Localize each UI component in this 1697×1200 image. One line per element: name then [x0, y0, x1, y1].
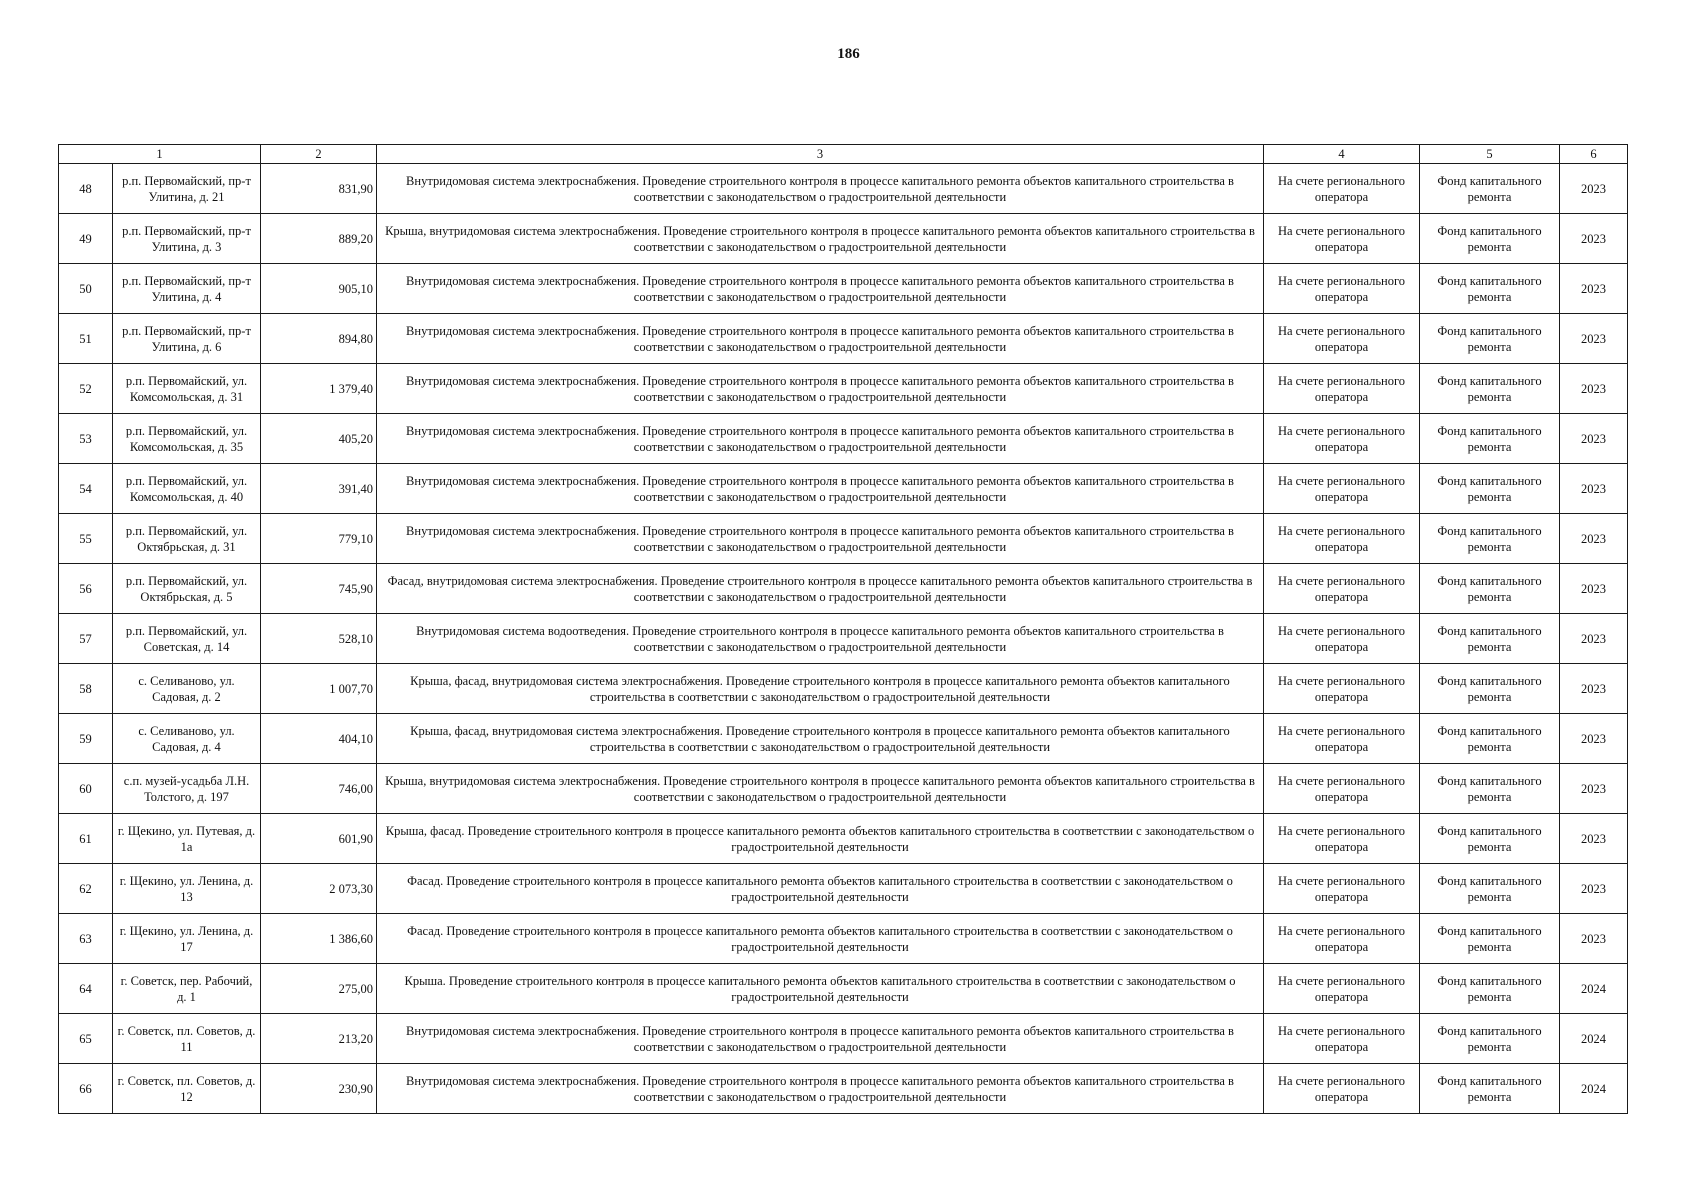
- year-cell: 2023: [1560, 714, 1628, 764]
- funding-source-cell: На счете регионального оператора: [1264, 964, 1420, 1014]
- year-cell: 2024: [1560, 1064, 1628, 1114]
- address-cell: р.п. Первомайский, ул. Комсомольская, д. 40: [113, 464, 261, 514]
- year-cell: 2023: [1560, 164, 1628, 214]
- year-cell: 2023: [1560, 614, 1628, 664]
- fund-cell: Фонд капитального ремонта: [1420, 314, 1560, 364]
- area-cell: 831,90: [261, 164, 377, 214]
- funding-source-cell: На счете регионального оператора: [1264, 914, 1420, 964]
- address-cell: г. Щекино, ул. Ленина, д. 17: [113, 914, 261, 964]
- row-number: 50: [59, 264, 113, 314]
- work-description-cell: Внутридомовая система электроснабжения. Проведение строительного контроля в процессе капитального ремонта объектов капитального строительства в соответствии с законодательством о градостроительной деятельности: [377, 1064, 1264, 1114]
- row-number: 57: [59, 614, 113, 664]
- fund-cell: Фонд капитального ремонта: [1420, 714, 1560, 764]
- area-cell: 275,00: [261, 964, 377, 1014]
- row-number: 51: [59, 314, 113, 364]
- fund-cell: Фонд капитального ремонта: [1420, 1014, 1560, 1064]
- row-number: 65: [59, 1014, 113, 1064]
- address-cell: р.п. Первомайский, ул. Октябрьская, д. 5: [113, 564, 261, 614]
- row-number: 62: [59, 864, 113, 914]
- row-number: 55: [59, 514, 113, 564]
- area-cell: 528,10: [261, 614, 377, 664]
- area-cell: 404,10: [261, 714, 377, 764]
- funding-source-cell: На счете регионального оператора: [1264, 614, 1420, 664]
- year-cell: 2024: [1560, 964, 1628, 1014]
- fund-cell: Фонд капитального ремонта: [1420, 1064, 1560, 1114]
- row-number: 48: [59, 164, 113, 214]
- fund-cell: Фонд капитального ремонта: [1420, 814, 1560, 864]
- table-row: [59, 264, 1628, 314]
- area-cell: 1 379,40: [261, 364, 377, 414]
- funding-source-cell: На счете регионального оператора: [1264, 664, 1420, 714]
- table-header-row: [59, 145, 1628, 164]
- year-cell: 2023: [1560, 264, 1628, 314]
- funding-source-cell: На счете регионального оператора: [1264, 814, 1420, 864]
- fund-cell: Фонд капитального ремонта: [1420, 614, 1560, 664]
- fund-cell: Фонд капитального ремонта: [1420, 464, 1560, 514]
- header-cell: 4: [1264, 145, 1420, 164]
- work-description-cell: Крыша, фасад, внутридомовая система электроснабжения. Проведение строительного контроля в процессе капитального ремонта объектов капитального строительства в соответствии с законодательством о градостроительной деятельности: [377, 664, 1264, 714]
- year-cell: 2024: [1560, 1014, 1628, 1064]
- row-number: 66: [59, 1064, 113, 1114]
- area-cell: 213,20: [261, 1014, 377, 1064]
- table-row: [59, 914, 1628, 964]
- row-number: 52: [59, 364, 113, 414]
- header-cell: 5: [1420, 145, 1560, 164]
- funding-source-cell: На счете регионального оператора: [1264, 1014, 1420, 1064]
- fund-cell: Фонд капитального ремонта: [1420, 964, 1560, 1014]
- year-cell: 2023: [1560, 514, 1628, 564]
- work-description-cell: Внутридомовая система электроснабжения. Проведение строительного контроля в процессе капитального ремонта объектов капитального строительства в соответствии с законодательством о градостроительной деятельности: [377, 464, 1264, 514]
- year-cell: 2023: [1560, 914, 1628, 964]
- area-cell: 405,20: [261, 414, 377, 464]
- address-cell: р.п. Первомайский, пр-т Улитина, д. 3: [113, 214, 261, 264]
- address-cell: с. Селиваново, ул. Садовая, д. 2: [113, 664, 261, 714]
- table-row: [59, 414, 1628, 464]
- header-cell: 6: [1560, 145, 1628, 164]
- work-description-cell: Внутридомовая система электроснабжения. Проведение строительного контроля в процессе капитального ремонта объектов капитального строительства в соответствии с законодательством о градостроительной деятельности: [377, 414, 1264, 464]
- funding-source-cell: На счете регионального оператора: [1264, 764, 1420, 814]
- year-cell: 2023: [1560, 814, 1628, 864]
- table-row: [59, 764, 1628, 814]
- address-cell: с.п. музей-усадьба Л.Н. Толстого, д. 197: [113, 764, 261, 814]
- funding-source-cell: На счете регионального оператора: [1264, 1064, 1420, 1114]
- work-description-cell: Внутридомовая система электроснабжения. Проведение строительного контроля в процессе капитального ремонта объектов капитального строительства в соответствии с законодательством о градостроительной деятельности: [377, 514, 1264, 564]
- funding-source-cell: На счете регионального оператора: [1264, 464, 1420, 514]
- area-cell: 905,10: [261, 264, 377, 314]
- table-row: [59, 814, 1628, 864]
- funding-source-cell: На счете регионального оператора: [1264, 214, 1420, 264]
- page-number: 186: [837, 46, 860, 62]
- table-row: [59, 364, 1628, 414]
- year-cell: 2023: [1560, 864, 1628, 914]
- year-cell: 2023: [1560, 764, 1628, 814]
- address-cell: р.п. Первомайский, ул. Октябрьская, д. 31: [113, 514, 261, 564]
- fund-cell: Фонд капитального ремонта: [1420, 914, 1560, 964]
- row-number: 59: [59, 714, 113, 764]
- header-cell: 2: [261, 145, 377, 164]
- table-row: [59, 514, 1628, 564]
- row-number: 64: [59, 964, 113, 1014]
- work-description-cell: Крыша, фасад. Проведение строительного контроля в процессе капитального ремонта объектов капитального строительства в соответствии с законодательством о градостроительной деятельности: [377, 814, 1264, 864]
- table-row: [59, 164, 1628, 214]
- fund-cell: Фонд капитального ремонта: [1420, 214, 1560, 264]
- fund-cell: Фонд капитального ремонта: [1420, 364, 1560, 414]
- area-cell: 779,10: [261, 514, 377, 564]
- area-cell: 894,80: [261, 314, 377, 364]
- work-description-cell: Внутридомовая система электроснабжения. Проведение строительного контроля в процессе капитального ремонта объектов капитального строительства в соответствии с законодательством о градостроительной деятельности: [377, 264, 1264, 314]
- header-cell: 1: [59, 145, 261, 164]
- table-row: [59, 314, 1628, 364]
- work-description-cell: Внутридомовая система электроснабжения. Проведение строительного контроля в процессе капитального ремонта объектов капитального строительства в соответствии с законодательством о градостроительной деятельности: [377, 164, 1264, 214]
- table-row: [59, 464, 1628, 514]
- fund-cell: Фонд капитального ремонта: [1420, 414, 1560, 464]
- address-cell: г. Советск, пер. Рабочий, д. 1: [113, 964, 261, 1014]
- year-cell: 2023: [1560, 564, 1628, 614]
- funding-source-cell: На счете регионального оператора: [1264, 364, 1420, 414]
- address-cell: р.п. Первомайский, пр-т Улитина, д. 21: [113, 164, 261, 214]
- row-number: 49: [59, 214, 113, 264]
- funding-source-cell: На счете регионального оператора: [1264, 264, 1420, 314]
- table-row: [59, 714, 1628, 764]
- row-number: 54: [59, 464, 113, 514]
- area-cell: 1 007,70: [261, 664, 377, 714]
- address-cell: р.п. Первомайский, ул. Комсомольская, д. 35: [113, 414, 261, 464]
- area-cell: 601,90: [261, 814, 377, 864]
- fund-cell: Фонд капитального ремонта: [1420, 514, 1560, 564]
- work-description-cell: Крыша, внутридомовая система электроснабжения. Проведение строительного контроля в процессе капитального ремонта объектов капитального строительства в соответствии с законодательством о градостроительной деятельности: [377, 214, 1264, 264]
- work-description-cell: Фасад. Проведение строительного контроля в процессе капитального ремонта объектов капитального строительства в соответствии с законодательством о градостроительной деятельности: [377, 914, 1264, 964]
- area-cell: 2 073,30: [261, 864, 377, 914]
- funding-source-cell: На счете регионального оператора: [1264, 564, 1420, 614]
- fund-cell: Фонд капитального ремонта: [1420, 264, 1560, 314]
- work-description-cell: Внутридомовая система электроснабжения. Проведение строительного контроля в процессе капитального ремонта объектов капитального строительства в соответствии с законодательством о градостроительной деятельности: [377, 314, 1264, 364]
- work-description-cell: Крыша, фасад, внутридомовая система электроснабжения. Проведение строительного контроля в процессе капитального ремонта объектов капитального строительства в соответствии с законодательством о градостроительной деятельности: [377, 714, 1264, 764]
- table-body: [59, 164, 1628, 1114]
- fund-cell: Фонд капитального ремонта: [1420, 564, 1560, 614]
- fund-cell: Фонд капитального ремонта: [1420, 664, 1560, 714]
- work-description-cell: Крыша, внутридомовая система электроснабжения. Проведение строительного контроля в процессе капитального ремонта объектов капитального строительства в соответствии с законодательством о градостроительной деятельности: [377, 764, 1264, 814]
- address-cell: р.п. Первомайский, пр-т Улитина, д. 4: [113, 264, 261, 314]
- table-row: [59, 564, 1628, 614]
- table-row: [59, 664, 1628, 714]
- funding-source-cell: На счете регионального оператора: [1264, 864, 1420, 914]
- address-cell: р.п. Первомайский, пр-т Улитина, д. 6: [113, 314, 261, 364]
- header-cell: 3: [377, 145, 1264, 164]
- area-cell: 889,20: [261, 214, 377, 264]
- row-number: 63: [59, 914, 113, 964]
- table-row: [59, 214, 1628, 264]
- row-number: 60: [59, 764, 113, 814]
- funding-source-cell: На счете регионального оператора: [1264, 714, 1420, 764]
- address-cell: г. Советск, пл. Советов, д. 12: [113, 1064, 261, 1114]
- work-description-cell: Внутридомовая система электроснабжения. Проведение строительного контроля в процессе капитального ремонта объектов капитального строительства в соответствии с законодательством о градостроительной деятельности: [377, 1014, 1264, 1064]
- table-row: [59, 1014, 1628, 1064]
- area-cell: 745,90: [261, 564, 377, 614]
- table-row: [59, 614, 1628, 664]
- row-number: 58: [59, 664, 113, 714]
- work-description-cell: Внутридомовая система электроснабжения. Проведение строительного контроля в процессе капитального ремонта объектов капитального строительства в соответствии с законодательством о градостроительной деятельности: [377, 364, 1264, 414]
- row-number: 61: [59, 814, 113, 864]
- fund-cell: Фонд капитального ремонта: [1420, 864, 1560, 914]
- year-cell: 2023: [1560, 214, 1628, 264]
- year-cell: 2023: [1560, 664, 1628, 714]
- address-cell: г. Советск, пл. Советов, д. 11: [113, 1014, 261, 1064]
- row-number: 53: [59, 414, 113, 464]
- funding-source-cell: На счете регионального оператора: [1264, 314, 1420, 364]
- work-description-cell: Внутридомовая система водоотведения. Проведение строительного контроля в процессе капитального ремонта объектов капитального строительства в соответствии с законодательством о градостроительной деятельности: [377, 614, 1264, 664]
- year-cell: 2023: [1560, 364, 1628, 414]
- address-cell: р.п. Первомайский, ул. Советская, д. 14: [113, 614, 261, 664]
- work-description-cell: Фасад, внутридомовая система электроснабжения. Проведение строительного контроля в процессе капитального ремонта объектов капитального строительства в соответствии с законодательством о градостроительной деятельности: [377, 564, 1264, 614]
- funding-source-cell: На счете регионального оператора: [1264, 414, 1420, 464]
- work-description-cell: Фасад. Проведение строительного контроля в процессе капитального ремонта объектов капитального строительства в соответствии с законодательством о градостроительной деятельности: [377, 864, 1264, 914]
- fund-cell: Фонд капитального ремонта: [1420, 164, 1560, 214]
- work-description-cell: Крыша. Проведение строительного контроля в процессе капитального ремонта объектов капитального строительства в соответствии с законодательством о градостроительной деятельности: [377, 964, 1264, 1014]
- year-cell: 2023: [1560, 314, 1628, 364]
- table-row: [59, 864, 1628, 914]
- area-cell: 391,40: [261, 464, 377, 514]
- area-cell: 1 386,60: [261, 914, 377, 964]
- address-cell: г. Щекино, ул. Путевая, д. 1а: [113, 814, 261, 864]
- table-row: [59, 1064, 1628, 1114]
- address-cell: р.п. Первомайский, ул. Комсомольская, д. 31: [113, 364, 261, 414]
- area-cell: 746,00: [261, 764, 377, 814]
- fund-cell: Фонд капитального ремонта: [1420, 764, 1560, 814]
- address-cell: г. Щекино, ул. Ленина, д. 13: [113, 864, 261, 914]
- year-cell: 2023: [1560, 464, 1628, 514]
- address-cell: с. Селиваново, ул. Садовая, д. 4: [113, 714, 261, 764]
- table-row: [59, 964, 1628, 1014]
- funding-source-cell: На счете регионального оператора: [1264, 514, 1420, 564]
- area-cell: 230,90: [261, 1064, 377, 1114]
- row-number: 56: [59, 564, 113, 614]
- year-cell: 2023: [1560, 414, 1628, 464]
- capital-repair-table: [58, 144, 1628, 1114]
- funding-source-cell: На счете регионального оператора: [1264, 164, 1420, 214]
